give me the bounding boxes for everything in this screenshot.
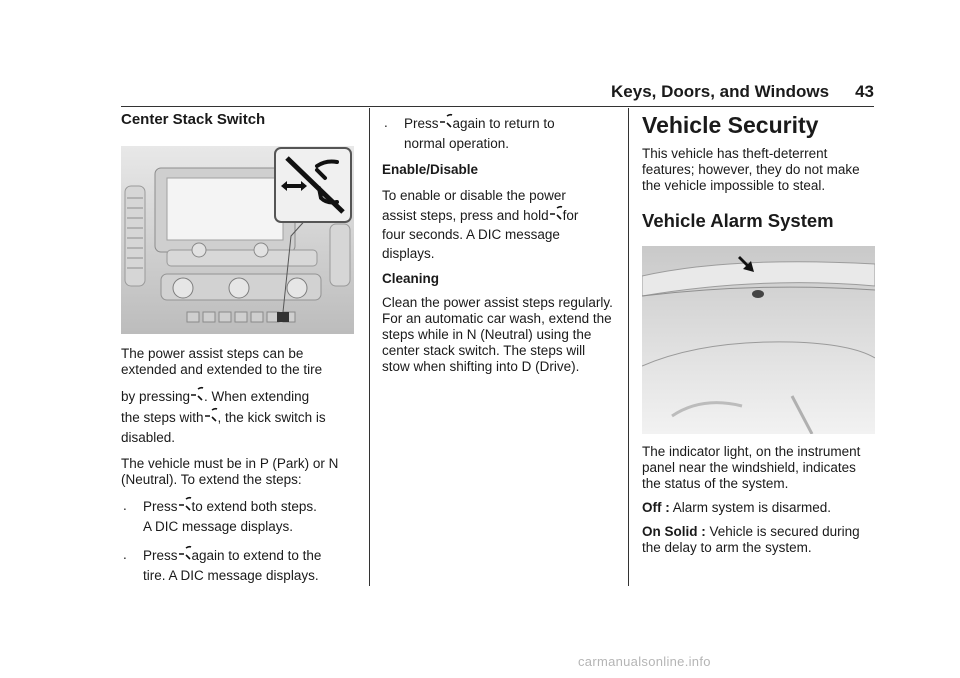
power-step-icon bbox=[204, 407, 218, 423]
on-solid-text: Vehicle is secured during the delay to arm the system. bbox=[642, 524, 860, 555]
column-2 bbox=[382, 113, 616, 383]
watermark: carmanualsonline.info bbox=[578, 654, 711, 669]
section-title: Keys, Doors, and Windows bbox=[611, 82, 830, 101]
off-text: Alarm system is disarmed. bbox=[672, 500, 832, 515]
security-intro: This vehicle has theft-deterrent features; however, they do not make the vehicle impossible to steal. bbox=[642, 146, 860, 193]
gear-paragraph: The vehicle must be in P (Park) or N (Neutral). To extend the steps: bbox=[121, 456, 339, 487]
indicator-light-illustration bbox=[642, 246, 877, 434]
off-label: Off : bbox=[642, 500, 670, 515]
list-item: . Press to extend both steps. A DIC message displays. bbox=[123, 498, 317, 534]
cleaning-heading: Cleaning bbox=[382, 271, 440, 286]
on-status bbox=[642, 524, 877, 556]
enable-disable-heading: Enable/Disable bbox=[382, 162, 479, 177]
column-1 bbox=[121, 112, 357, 586]
switch-paragraph: by pressing . When extending the steps with , the kick switch is disabled. bbox=[121, 386, 357, 448]
column-3 bbox=[642, 112, 877, 564]
vehicle-security-title: Vehicle Security bbox=[642, 112, 819, 138]
list-item: . Press again to extend to the tire. A DIC message displays. bbox=[123, 547, 322, 583]
power-step-icon bbox=[178, 496, 192, 512]
off-status bbox=[642, 500, 877, 516]
center-stack-illustration bbox=[121, 146, 357, 334]
list-item: . Press again to return to normal operation. bbox=[384, 115, 555, 151]
column-divider-2 bbox=[628, 108, 629, 586]
indicator-caption: The indicator light, on the instrument panel near the windshield, indicates the status of the system. bbox=[642, 444, 861, 491]
cleaning-paragraph: Clean the power assist steps regularly. For an automatic car wash, extend the steps while in N (Neutral) using the center stack switch. The steps will stow when shifting into D (Drive). bbox=[382, 295, 613, 374]
enable-disable-paragraph: To enable or disable the power assist steps, press and hold for four seconds. A DIC message displays. bbox=[382, 188, 579, 261]
header-rule bbox=[121, 106, 874, 107]
power-step-icon bbox=[439, 113, 453, 129]
power-step-icon bbox=[178, 545, 192, 561]
on-solid-label: On Solid : bbox=[642, 524, 706, 539]
center-stack-heading: Center Stack Switch bbox=[121, 111, 266, 128]
intro-paragraph: The power assist steps can be extended and extended to the tire bbox=[121, 346, 323, 377]
power-step-icon bbox=[190, 386, 204, 402]
column-divider-1 bbox=[369, 108, 370, 586]
alarm-system-subtitle: Vehicle Alarm System bbox=[642, 210, 834, 231]
power-step-icon bbox=[549, 205, 563, 221]
page-number: 43 bbox=[855, 82, 874, 101]
running-header bbox=[611, 82, 874, 102]
